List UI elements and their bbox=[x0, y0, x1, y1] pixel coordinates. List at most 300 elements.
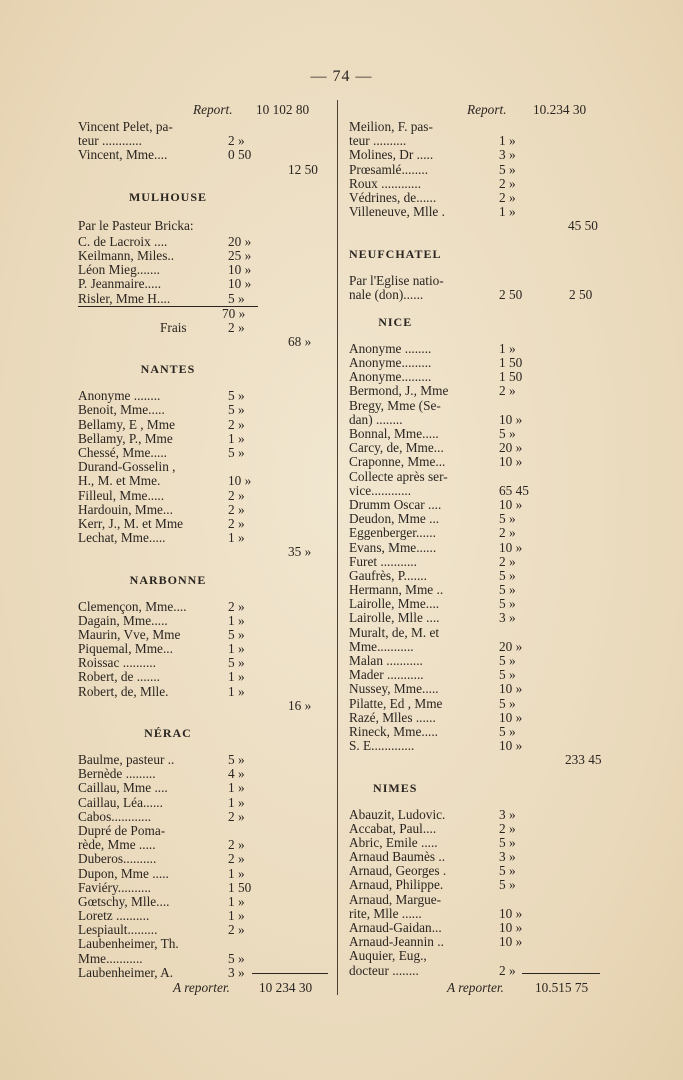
entry-amount: 20 » bbox=[499, 440, 523, 456]
entry-amount: 5 » bbox=[499, 582, 516, 598]
entry-name: teur ............ bbox=[78, 133, 142, 149]
entry-name: Baulme, pasteur .. bbox=[78, 752, 175, 767]
entry-name: Bermond, J., Mme bbox=[349, 383, 449, 399]
entry-amount: 5 » bbox=[228, 950, 245, 966]
entry-amount: 5 » bbox=[228, 388, 245, 404]
subtotal-row bbox=[78, 306, 258, 321]
entry-name: Risler, Mme H.... bbox=[78, 290, 171, 306]
entry-amount: 10 » bbox=[499, 905, 523, 921]
entry-name: Abauzit, Ludovic. bbox=[349, 806, 446, 822]
entry-amount: 5 » bbox=[228, 445, 245, 460]
entry-name: Furet ........... bbox=[349, 553, 417, 569]
entry-name: Pilatte, Ed , Mme bbox=[349, 695, 443, 711]
section-title-nimes: NIMES bbox=[373, 780, 418, 795]
entry-name: Vincent, Mme.... bbox=[78, 147, 168, 163]
list-item bbox=[78, 767, 258, 781]
list-item bbox=[349, 596, 516, 612]
list-item bbox=[78, 867, 258, 881]
list-item bbox=[349, 482, 529, 498]
list-item bbox=[78, 134, 258, 148]
entry-amount: 10 » bbox=[228, 473, 252, 489]
entry-name: Gœtschy, Mlle.... bbox=[78, 893, 170, 909]
entry-amount: 10 » bbox=[228, 262, 252, 278]
entry-name: Anonyme......... bbox=[349, 369, 432, 385]
list-item bbox=[78, 517, 258, 531]
entry-amount: 1 » bbox=[228, 530, 245, 546]
list-item bbox=[78, 489, 258, 503]
entry-name: Abric, Emile ..... bbox=[349, 834, 438, 850]
list-item bbox=[349, 949, 441, 963]
entry-name: Lespiault......... bbox=[78, 922, 158, 938]
entry-amount: 10 » bbox=[228, 276, 252, 292]
entry-amount: 2 » bbox=[228, 416, 245, 432]
section-total: 12 50 bbox=[288, 161, 318, 177]
entry-name: Bellamy, P., Mme bbox=[78, 430, 173, 446]
section-total: 16 » bbox=[288, 697, 312, 713]
entry-amount: 1 » bbox=[228, 641, 245, 657]
entry-amount: 5 » bbox=[499, 834, 516, 850]
list-item bbox=[349, 582, 516, 598]
report-value: 10 102 80 bbox=[256, 102, 310, 117]
list-item bbox=[78, 614, 258, 628]
list-item bbox=[349, 610, 516, 626]
entry-amount: 70 » bbox=[222, 305, 246, 321]
list-item bbox=[349, 877, 516, 893]
entry-name: Maurin, Vve, Mme bbox=[78, 626, 181, 642]
entry-name: vice............ bbox=[349, 482, 412, 498]
entry-amount: 5 » bbox=[228, 402, 245, 418]
entry-amount: 20 » bbox=[228, 233, 252, 249]
entry-name: Lechat, Mme..... bbox=[78, 530, 166, 546]
entry-amount: 1 » bbox=[228, 430, 245, 446]
entry-amount: 10 » bbox=[499, 934, 523, 950]
entry-name: Benoit, Mme..... bbox=[78, 402, 165, 418]
entry-name: Rineck, Mme..... bbox=[349, 723, 439, 739]
list-item bbox=[349, 752, 602, 768]
entry-name: Accabat, Paul.... bbox=[349, 820, 437, 836]
entry-amount: 1 » bbox=[228, 893, 245, 909]
list-item bbox=[349, 399, 441, 413]
left-column bbox=[78, 100, 318, 980]
entry-amount: 20 » bbox=[499, 638, 523, 654]
list-item bbox=[349, 695, 516, 711]
entry-name: Muralt, de, M. et bbox=[349, 624, 440, 640]
entry-amount: 5 » bbox=[228, 752, 245, 767]
entry-name: C. de Lacroix .... bbox=[78, 233, 168, 249]
entry-name: P. Jeanmaire..... bbox=[78, 276, 162, 292]
list-item bbox=[78, 881, 258, 895]
list-item bbox=[349, 411, 523, 427]
list-item bbox=[349, 934, 523, 950]
entry-amount: 2 » bbox=[228, 501, 245, 517]
entry-amount: 10 » bbox=[499, 681, 523, 697]
entry-name: Durand-Gosselin , bbox=[78, 459, 176, 475]
entry-name: Duberos.......... bbox=[78, 851, 157, 867]
footer-left-value: 10 234 30 bbox=[259, 980, 313, 995]
entry-name: Eggenberger...... bbox=[349, 525, 436, 541]
report-label: Report. bbox=[467, 102, 507, 117]
entry-amount: 2 » bbox=[499, 525, 516, 541]
entry-name: Anonyme ........ bbox=[78, 388, 161, 404]
list-item bbox=[78, 781, 258, 795]
list-item bbox=[78, 810, 258, 824]
list-item bbox=[78, 544, 312, 560]
entry-name: rède, Mme ..... bbox=[78, 837, 156, 853]
entry-name: nale (don)...... bbox=[349, 286, 424, 302]
entry-name: Robert, de, Mlle. bbox=[78, 683, 169, 699]
list-item bbox=[78, 838, 258, 852]
footer-rule-left bbox=[252, 973, 328, 974]
entry-name: Meilion, F. pas- bbox=[349, 119, 433, 134]
entry-name: Roux ............ bbox=[349, 175, 422, 191]
section-total: 2 50 bbox=[569, 286, 593, 302]
list-item bbox=[349, 626, 441, 640]
entry-amount: 3 » bbox=[499, 610, 516, 626]
entry-amount: 2 » bbox=[228, 851, 245, 867]
list-item bbox=[349, 738, 523, 754]
entry-name: Dupré de Poma- bbox=[78, 822, 166, 838]
entry-amount: 2 50 bbox=[499, 286, 523, 302]
entry-amount: 1 » bbox=[228, 865, 245, 881]
list-item bbox=[349, 369, 523, 385]
entry-amount: 1 » bbox=[228, 683, 245, 699]
entry-name: Clemençon, Mme.... bbox=[78, 598, 187, 614]
list-item bbox=[349, 567, 516, 583]
entry-amount: 2 » bbox=[228, 487, 245, 503]
list-item bbox=[349, 133, 516, 149]
list-item bbox=[349, 440, 523, 456]
section-title-narbonne: NARBONNE bbox=[129, 572, 207, 587]
section-title-nerac: NÉRAC bbox=[144, 726, 192, 740]
list-item bbox=[349, 525, 516, 541]
entry-name: Arnaud Baumès .. bbox=[349, 849, 446, 865]
list-item bbox=[78, 263, 258, 277]
entry-amount: 1 50 bbox=[499, 355, 523, 371]
list-item bbox=[78, 895, 258, 909]
list-item bbox=[78, 148, 258, 162]
entry-name: Mader ........... bbox=[349, 667, 424, 683]
entry-name: Caillau, Mme .... bbox=[78, 780, 168, 796]
list-item bbox=[349, 175, 516, 191]
report-line bbox=[78, 100, 310, 120]
entry-amount: 2 » bbox=[499, 383, 516, 399]
entry-amount: 2 » bbox=[499, 189, 516, 205]
entry-name: Mme........... bbox=[78, 950, 143, 966]
list-item bbox=[78, 923, 258, 937]
entry-name: Molines, Dr ..... bbox=[349, 147, 434, 163]
entry-amount: 1 » bbox=[228, 612, 245, 628]
entry-amount: 10 » bbox=[499, 539, 523, 555]
entry-amount: 10 » bbox=[499, 920, 523, 935]
list-item bbox=[349, 272, 444, 288]
entry-name: Nussey, Mme..... bbox=[349, 681, 439, 697]
section-total: 35 » bbox=[288, 544, 312, 560]
entry-amount: 2 » bbox=[228, 837, 245, 853]
entry-name: Laubenheimer, Th. bbox=[78, 936, 179, 952]
list-item bbox=[78, 235, 258, 249]
entry-name: Léon Mieg....... bbox=[78, 262, 160, 278]
entry-name: Par l'Eglise natio- bbox=[349, 272, 444, 288]
section-title-neufchatel: NEUFCHATEL bbox=[349, 246, 442, 261]
list-item bbox=[78, 628, 258, 642]
entry-amount: 5 » bbox=[499, 567, 516, 583]
list-item bbox=[78, 656, 258, 670]
page-number: — 74 — bbox=[310, 68, 373, 85]
entry-amount: 1 » bbox=[499, 340, 516, 356]
footer-rule-right bbox=[522, 973, 600, 974]
entry-name: Carcy, de, Mme... bbox=[349, 440, 444, 456]
entry-name: rite, Mlle ...... bbox=[349, 905, 422, 921]
entry-name: Arnaud, Philippe. bbox=[349, 877, 444, 893]
entry-amount: 2 » bbox=[499, 820, 516, 836]
entry-name: Caillau, Léa...... bbox=[78, 794, 163, 810]
entry-name: Dagain, Mme..... bbox=[78, 612, 168, 628]
entry-name: Faviéry.......... bbox=[78, 879, 151, 895]
entry-name: Deudon, Mme ... bbox=[349, 511, 440, 527]
entry-name: Anonyme......... bbox=[349, 355, 432, 371]
entry-name: S. E............. bbox=[349, 738, 415, 754]
list-item bbox=[349, 454, 523, 470]
entry-amount: 1 » bbox=[228, 908, 245, 924]
list-item bbox=[349, 189, 516, 205]
list-item bbox=[349, 905, 523, 921]
frais-row bbox=[78, 321, 258, 335]
entry-name: Auquier, Eug., bbox=[349, 948, 427, 964]
entry-name: Anonyme ........ bbox=[349, 340, 432, 356]
entry-name: Villeneuve, Mlle . bbox=[349, 204, 445, 220]
entry-amount: 2 » bbox=[499, 962, 516, 978]
list-item bbox=[349, 893, 441, 907]
entry-name: Bellamy, E , Mme bbox=[78, 416, 175, 432]
entry-amount: 1 » bbox=[228, 780, 245, 796]
entry-name: Kerr, J., M. et Mme bbox=[78, 515, 184, 531]
entry-amount: 5 » bbox=[228, 290, 245, 306]
list-item bbox=[349, 120, 441, 134]
entry-name: Bregy, Mme (Se- bbox=[349, 397, 441, 413]
list-item bbox=[349, 709, 523, 725]
list-item bbox=[78, 418, 258, 432]
entry-name: docteur ........ bbox=[349, 962, 419, 978]
list-item bbox=[349, 834, 516, 850]
footer-right-value: 10.515 75 bbox=[535, 980, 589, 995]
entry-name: Hardouin, Mme... bbox=[78, 501, 173, 517]
list-item bbox=[78, 277, 258, 291]
entry-name: Chessé, Mme..... bbox=[78, 445, 168, 460]
list-item bbox=[78, 685, 258, 699]
entry-name: Arnaud, Georges . bbox=[349, 863, 447, 879]
entry-amount: 3 » bbox=[499, 147, 516, 163]
entry-amount: 2 » bbox=[228, 515, 245, 531]
list-item bbox=[78, 670, 258, 684]
entry-name: Arnaud-Jeannin .. bbox=[349, 934, 444, 950]
entry-name: Mme........... bbox=[349, 638, 414, 654]
entry-amount: 5 » bbox=[499, 695, 516, 711]
entry-amount: 5 » bbox=[499, 723, 516, 739]
list-item bbox=[349, 806, 516, 822]
entry-amount: 3 » bbox=[499, 849, 516, 865]
list-item bbox=[349, 638, 523, 654]
entry-amount: 5 » bbox=[228, 655, 245, 671]
entry-amount: 65 45 bbox=[499, 482, 529, 498]
entry-amount: 10 » bbox=[499, 738, 523, 754]
section-intro: Par le Pasteur Bricka: bbox=[78, 217, 194, 233]
section-title-nantes: NANTES bbox=[140, 362, 196, 377]
list-item bbox=[78, 474, 258, 488]
entry-name: Drumm Oscar .... bbox=[349, 496, 442, 512]
list-item bbox=[349, 920, 523, 935]
entry-name: teur .......... bbox=[349, 133, 407, 149]
entry-name: Vincent Pelet, pa- bbox=[78, 119, 173, 134]
entry-amount: 5 » bbox=[499, 877, 516, 893]
section-total: 233 45 bbox=[565, 752, 602, 768]
list-item bbox=[349, 511, 516, 527]
frais-amount: 2 » bbox=[228, 319, 245, 335]
entry-amount: 5 » bbox=[499, 161, 516, 177]
entry-name: Gaufrès, P....... bbox=[349, 567, 427, 583]
list-item bbox=[78, 460, 258, 474]
report-value: 10.234 30 bbox=[533, 102, 587, 117]
list-item bbox=[349, 849, 516, 865]
entry-name: Razé, Mlles ...... bbox=[349, 709, 436, 725]
footer-right-label: A reporter. bbox=[447, 980, 504, 995]
entry-amount: 10 » bbox=[499, 454, 523, 470]
entry-amount: 5 » bbox=[499, 653, 516, 668]
entry-amount: 5 » bbox=[499, 863, 516, 879]
list-item bbox=[78, 503, 258, 517]
entry-amount: 25 » bbox=[228, 247, 252, 263]
list-item bbox=[349, 820, 516, 836]
entry-name: Védrines, de...... bbox=[349, 189, 437, 205]
entry-name: Arnaud-Gaidan... bbox=[349, 920, 442, 935]
list-item bbox=[78, 753, 258, 767]
entry-amount: 0 50 bbox=[228, 147, 252, 163]
list-item bbox=[78, 334, 312, 350]
list-item bbox=[78, 292, 258, 306]
entry-amount: 5 » bbox=[499, 511, 516, 527]
report-label: Report. bbox=[193, 102, 233, 117]
list-item bbox=[349, 667, 516, 683]
list-item bbox=[349, 147, 516, 163]
list-item bbox=[78, 937, 258, 951]
section-total: 45 50 bbox=[568, 218, 598, 234]
entry-name: dan) ........ bbox=[349, 411, 403, 427]
entry-amount: 3 » bbox=[228, 964, 245, 980]
frais-label: Frais bbox=[160, 319, 187, 335]
entry-amount: 4 » bbox=[228, 766, 245, 782]
entry-amount: 5 » bbox=[228, 626, 245, 642]
right-column bbox=[349, 100, 602, 978]
list-item bbox=[349, 863, 516, 879]
entry-amount: 2 » bbox=[228, 808, 245, 824]
list-item bbox=[78, 852, 258, 866]
list-item bbox=[78, 952, 258, 966]
entry-name: H., M. et Mme. bbox=[78, 473, 161, 489]
list-item bbox=[78, 796, 258, 810]
list-item bbox=[78, 389, 258, 403]
entry-name: Robert, de ....... bbox=[78, 669, 160, 685]
list-item bbox=[349, 204, 516, 220]
entry-name: Prœsamlé........ bbox=[349, 161, 429, 177]
entry-amount: 10 » bbox=[499, 496, 523, 512]
entry-amount: 1 » bbox=[499, 204, 516, 220]
list-item bbox=[78, 446, 258, 460]
entry-amount: 1 » bbox=[228, 794, 245, 810]
list-item bbox=[349, 383, 516, 399]
entry-name: Bernède ......... bbox=[78, 766, 156, 782]
list-item bbox=[78, 120, 258, 134]
section-title-nice: NICE bbox=[378, 314, 413, 329]
entry-name: Evans, Mme...... bbox=[349, 539, 437, 555]
entry-amount: 2 » bbox=[228, 598, 245, 614]
list-item bbox=[349, 539, 523, 555]
entry-amount: 1 » bbox=[228, 669, 245, 685]
entry-amount: 1 50 bbox=[499, 369, 523, 385]
list-item bbox=[349, 723, 516, 739]
list-item bbox=[78, 909, 258, 923]
entry-amount: 5 » bbox=[499, 596, 516, 612]
list-item bbox=[78, 161, 318, 177]
list-item bbox=[78, 432, 258, 446]
entry-amount: 10 » bbox=[499, 411, 523, 427]
entry-amount: 10 » bbox=[499, 709, 523, 725]
list-item bbox=[78, 600, 258, 614]
list-item bbox=[349, 355, 523, 371]
list-item bbox=[78, 824, 258, 838]
list-item bbox=[349, 161, 516, 177]
list-item bbox=[349, 553, 516, 569]
section-total: 68 » bbox=[288, 334, 312, 350]
entry-name: Hermann, Mme .. bbox=[349, 582, 444, 598]
entry-amount: 1 50 bbox=[228, 879, 252, 895]
list-item bbox=[78, 642, 258, 656]
entry-name: Roissac .......... bbox=[78, 655, 156, 671]
entry-name: Laubenheimer, A. bbox=[78, 964, 174, 980]
list-item bbox=[78, 249, 258, 263]
column-divider bbox=[337, 100, 338, 995]
entry-name: Collecte après ser- bbox=[349, 468, 448, 484]
entry-amount: 5 » bbox=[499, 426, 516, 441]
list-item bbox=[78, 697, 312, 713]
list-item bbox=[349, 218, 598, 234]
entry-amount: 2 » bbox=[499, 553, 516, 569]
list-item bbox=[349, 681, 523, 697]
report-line bbox=[349, 100, 587, 120]
list-item bbox=[349, 468, 448, 484]
entry-name: Craponne, Mme... bbox=[349, 454, 446, 470]
section-title-mulhouse: MULHOUSE bbox=[128, 189, 207, 204]
list-item bbox=[78, 403, 258, 417]
entry-amount: 2 » bbox=[228, 922, 245, 938]
entry-name: Arnaud, Margue- bbox=[349, 891, 442, 907]
entry-amount: 5 » bbox=[499, 667, 516, 683]
list-item bbox=[349, 496, 523, 512]
entry-name: Piquemal, Mme... bbox=[78, 641, 173, 657]
list-item bbox=[349, 426, 516, 441]
entry-name: Cabos............ bbox=[78, 808, 152, 824]
entry-name: Filleul, Mme..... bbox=[78, 487, 165, 503]
entry-name: Lairolle, Mme.... bbox=[349, 596, 440, 612]
list-item bbox=[349, 286, 593, 302]
list-item bbox=[78, 966, 258, 980]
entry-amount: 3 » bbox=[499, 806, 516, 822]
list-item bbox=[349, 653, 516, 668]
entry-name: Bonnal, Mme..... bbox=[349, 426, 439, 441]
entry-name: Keilmann, Miles.. bbox=[78, 247, 175, 263]
entry-amount: 2 » bbox=[499, 175, 516, 191]
list-item bbox=[349, 962, 516, 978]
entry-name: Lairolle, Mlle .... bbox=[349, 610, 440, 626]
footer-left-label: A reporter. bbox=[173, 980, 230, 995]
